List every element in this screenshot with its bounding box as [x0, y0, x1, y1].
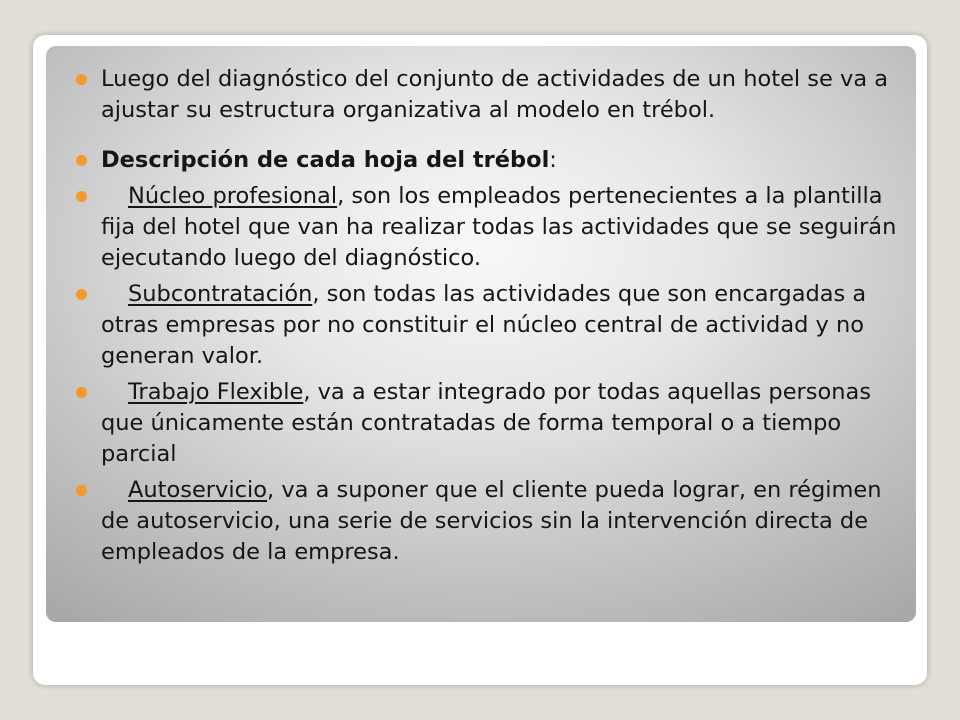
description-trabajo-flexible: , va a estar integrado por todas aquellas personas que únicamente están contratadas de forma temporal o a tiempo parcial — [101, 379, 872, 467]
orange-dot-bullet-icon — [76, 74, 87, 85]
term-subcontratacion: Subcontratación — [128, 281, 313, 307]
orange-dot-bullet-icon — [76, 289, 87, 300]
intro-text: Luego del diagnóstico del conjunto de actividades de un hotel se va a ajustar su estructura organizativa al modelo en trébol. — [101, 66, 889, 123]
list-item-nucleo-profesional — [76, 181, 906, 274]
section-heading: Descripción de cada hoja del trébol — [101, 147, 550, 173]
orange-dot-bullet-icon — [76, 191, 87, 202]
list-item-autoservicio — [76, 475, 906, 568]
list-item-subcontratacion — [76, 279, 906, 372]
description-subcontratacion: , son todas las actividades que son encargadas a otras empresas por no constituir el núcleo central de actividad y no generan valor. — [101, 281, 867, 369]
bullet-list — [76, 64, 906, 568]
orange-dot-bullet-icon — [76, 155, 87, 166]
list-item-intro — [76, 64, 906, 126]
description-autoservicio: , va a suponer que el cliente pueda lograr, en régimen de autoservicio, una serie de servicios sin la intervención directa de empleados de la empresa. — [101, 477, 882, 565]
orange-dot-bullet-icon — [76, 485, 87, 496]
orange-dot-bullet-icon — [76, 387, 87, 398]
list-item-trabajo-flexible — [76, 377, 906, 470]
term-nucleo-profesional: Núcleo profesional — [128, 183, 338, 209]
description-nucleo-profesional: , son los empleados pertenecientes a la plantilla fija del hotel que van ha realizar todas las actividades que se seguirán ejecutando luego del diagnóstico. — [101, 183, 897, 271]
term-autoservicio: Autoservicio — [128, 477, 268, 503]
term-trabajo-flexible: Trabajo Flexible — [128, 379, 304, 405]
section-heading-colon: : — [549, 147, 557, 173]
list-item-heading — [76, 145, 906, 176]
